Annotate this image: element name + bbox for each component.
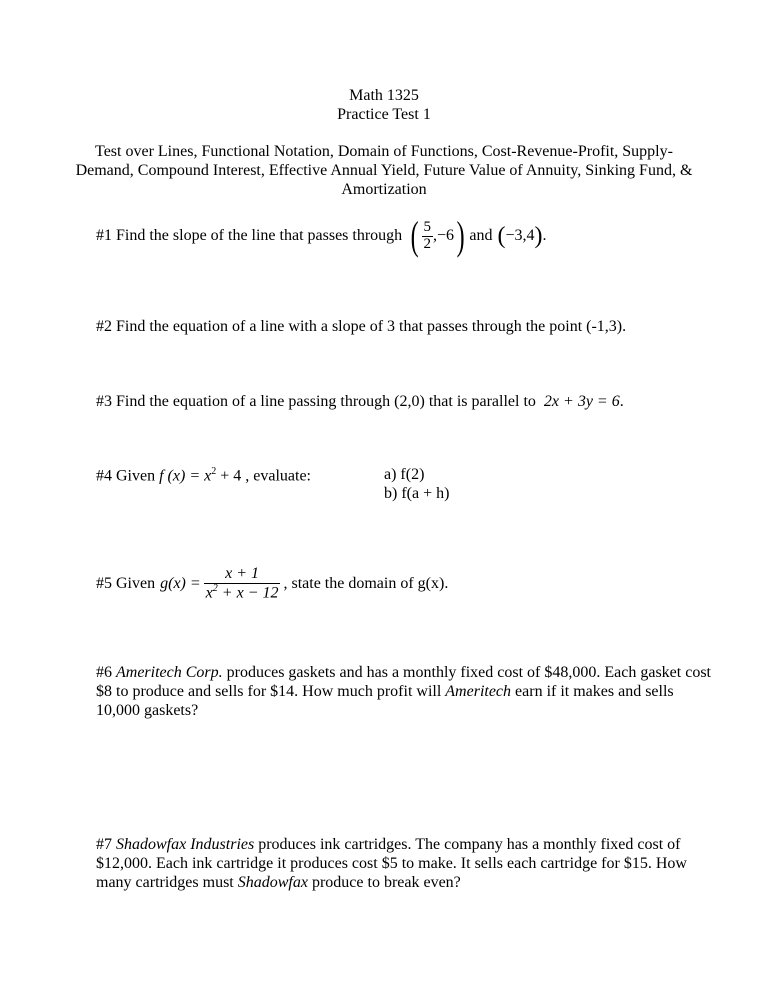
and-word: and <box>469 227 493 244</box>
question-6-line-2: $8 to produce and sells for $14. How much profit will Ameritech earn if it makes and sells <box>96 683 674 700</box>
question-2: #2 Find the equation of a line with a slope of 3 that passes through the point (-1,3). <box>96 318 627 335</box>
fraction-five-halves: $\frac{5}{2}$ <box>423 218 432 252</box>
question-1: #1 Find the slope of the line that passes through ( $\frac{5}{2}$ ,−6 ) and ( −3,4 ) . <box>96 213 547 258</box>
topics-line-3: Amortization <box>341 181 427 198</box>
question-1-text: #1 Find the slope of the line that passes through <box>96 227 403 244</box>
question-6-line-1: #6 Ameritech Corp. produces gaskets and has a monthly fixed cost of $48,000. Each gasket cost <box>96 664 711 681</box>
question-5-fraction: $\frac{x + 1}{x^2 + x - 12}$ <box>205 565 279 602</box>
point-2: −3,4 <box>505 227 535 244</box>
question-5-suffix: , state the domain of g(x). <box>283 575 449 592</box>
course-title: Math 1325 <box>349 87 419 104</box>
point-1-rest: ,−6 <box>433 227 455 244</box>
left-paren: ( <box>410 213 419 258</box>
question-4-label: #4 Given <box>96 467 156 485</box>
question-4-part-b: b) f(a + h) <box>384 485 450 502</box>
question-3-text: #3 Find the equation of a line passing through (2,0) that is parallel to <box>96 393 536 410</box>
question-4: #4 Given f $(x) = x^2 + 4$ , evaluate: <box>96 466 311 485</box>
question-5 <box>96 562 448 606</box>
question-6-line-3: 10,000 gaskets? <box>96 702 199 719</box>
question-7-line-3: many cartridges must Shadowfax produce to break even? <box>96 874 461 891</box>
question-7-line-2: $12,000. Each ink cartridge it produces cost $5 to make. It sells each cartridge for $15. How <box>96 855 687 872</box>
topics-line-1: Test over Lines, Functional Notation, Domain of Functions, Cost-Revenue-Profit, Supply- <box>95 143 673 160</box>
question-5-label: #5 Given <box>96 575 156 592</box>
question-3-equation: 2x + 3y = 6 <box>543 393 620 410</box>
test-title: Practice Test 1 <box>337 106 431 123</box>
company-shadowfax: Shadowfax Industries <box>116 836 255 853</box>
company-ameritech: Ameritech Corp. <box>116 664 223 681</box>
question-4-suffix: , evaluate: <box>245 467 311 485</box>
question-4-function: f (x) = x <box>159 467 212 485</box>
right-paren: ) <box>456 213 465 258</box>
question-3: #3 Find the equation of a line passing through (2,0) that is parallel to 2x + 3y = 6. <box>96 393 624 410</box>
question-7-line-1: #7 Shadowfax Industries produces ink cartridges. The company has a monthly fixed cost of <box>96 836 681 853</box>
question-4-part-a: a) f(2) <box>384 466 425 483</box>
question-5-lhs: g(x) = <box>160 575 201 592</box>
topics-line-2: Demand, Compound Interest, Effective Annual Yield, Future Value of Annuity, Sinking Fund, & <box>75 162 693 179</box>
